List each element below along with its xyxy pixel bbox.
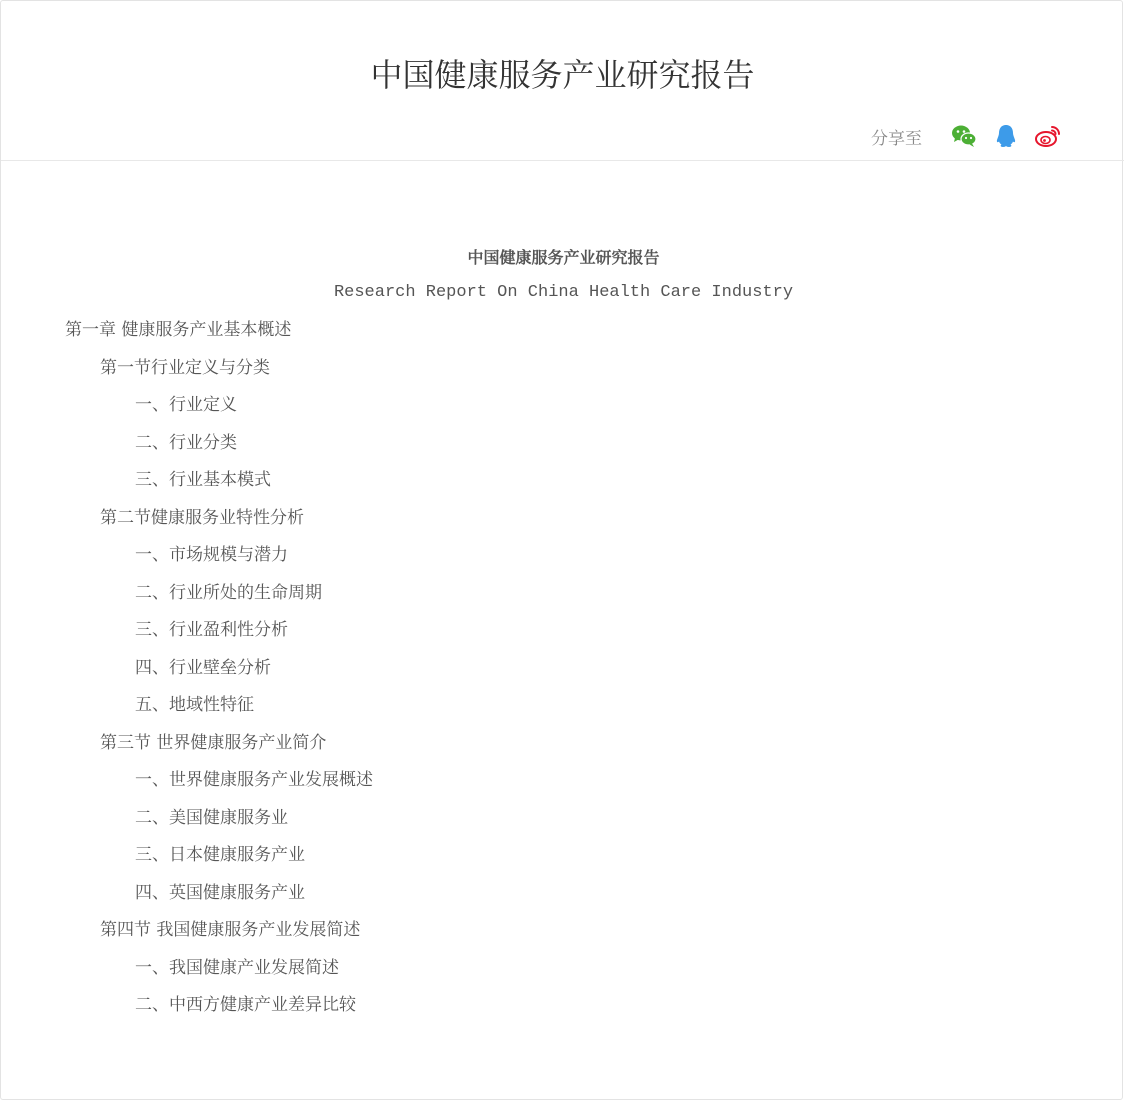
toc-item: 二、行业分类: [135, 432, 237, 453]
document-title: 中国健康服务产业研究报告: [467, 248, 660, 267]
toc-chapter: 第一章 健康服务产业基本概述: [65, 320, 292, 340]
toc-section: 第二节健康服务业特性分析: [100, 507, 304, 528]
toc-section: 第四节 我国健康服务产业发展简述: [100, 920, 361, 940]
toc-item: 二、行业所处的生命周期: [135, 582, 322, 603]
toc-item: 二、中西方健康产业差异比较: [135, 995, 356, 1015]
toc-item: 三、日本健康服务产业: [135, 845, 305, 865]
toc-item: 二、美国健康服务业: [135, 807, 288, 828]
toc-section: 第一节行业定义与分类: [100, 357, 270, 378]
page-header: [1, 1, 1124, 161]
document-subtitle: Research Report On China Health Care Industry: [333, 283, 794, 302]
toc-item: 三、行业基本模式: [135, 470, 271, 490]
share-bar: [871, 121, 1062, 151]
toc-item: 一、我国健康产业发展简述: [135, 957, 339, 978]
share-label: 分享至: [871, 128, 922, 149]
toc-item: 一、世界健康服务产业发展概述: [135, 770, 373, 790]
toc-item: 一、行业定义: [135, 395, 237, 415]
weibo-icon[interactable]: [1034, 122, 1062, 150]
toc-item: 五、地域性特征: [135, 695, 254, 715]
toc-item: 一、市场规模与潜力: [135, 545, 288, 565]
page-title: 中国健康服务产业研究报告: [370, 56, 755, 94]
toc-item: 四、英国健康服务产业: [135, 882, 305, 903]
wechat-icon[interactable]: [950, 122, 978, 150]
toc-item: 三、行业盈利性分析: [135, 620, 288, 640]
table-of-contents: [65, 319, 373, 1032]
toc-section: 第三节 世界健康服务产业简介: [100, 732, 327, 753]
qq-icon[interactable]: [992, 122, 1020, 150]
toc-item: 四、行业壁垒分析: [135, 657, 271, 678]
